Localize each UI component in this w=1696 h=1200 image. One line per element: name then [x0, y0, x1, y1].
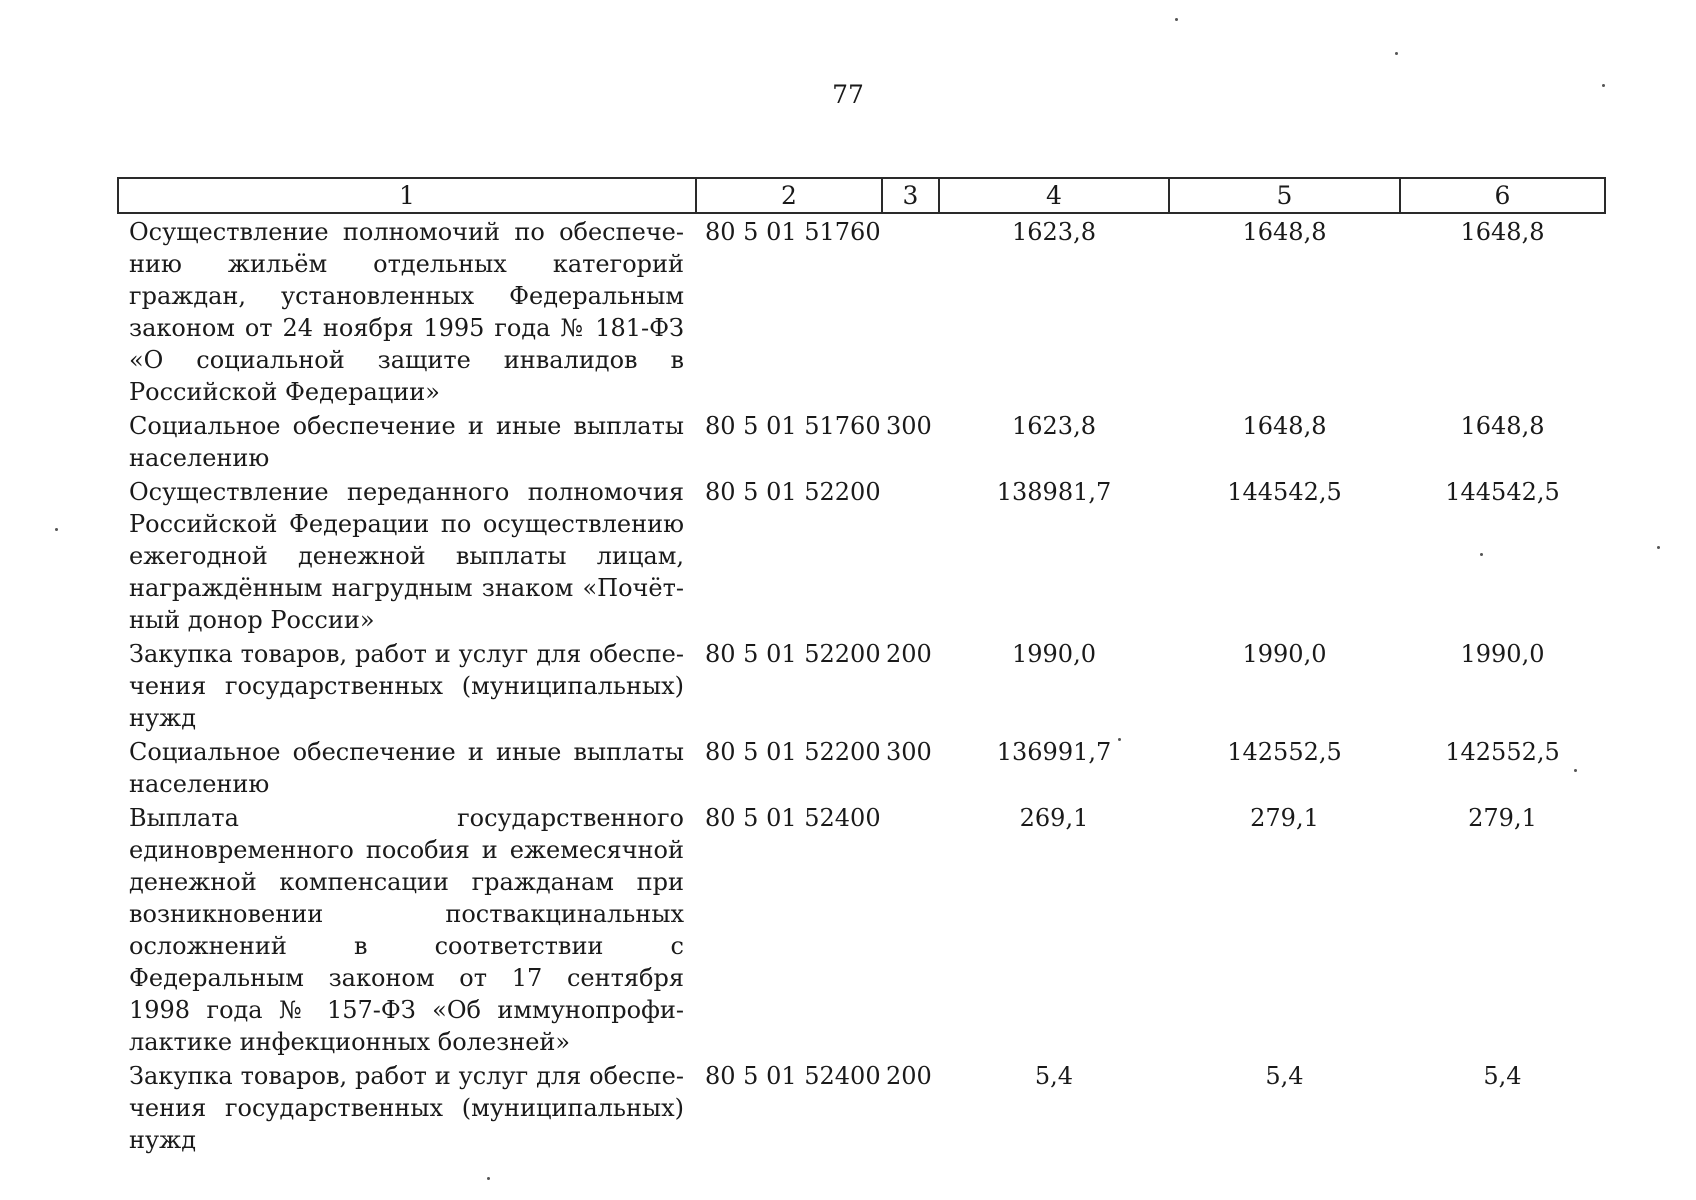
scan-speck	[1175, 18, 1178, 21]
row-value-6: 1648,8	[1460, 412, 1545, 440]
table-row	[118, 800, 1605, 1058]
row-value-4: 136991,7	[996, 738, 1112, 766]
header-col-6: 6	[1400, 178, 1605, 213]
row-value-5: 1648,8	[1242, 218, 1327, 246]
row-value-4: 1990,0	[1012, 640, 1096, 668]
table-row	[118, 1058, 1605, 1156]
row-value-5: 142552,5	[1227, 738, 1342, 766]
row-value-4: 1623,8	[1012, 218, 1096, 246]
row-name: Закупка товаров, работ и услуг для обеспечения государственных (муниципальных) нужд	[129, 640, 684, 732]
header-col-2: 2	[696, 178, 882, 213]
row-code: 80 5 01 52200	[705, 478, 881, 506]
row-name: Социальное обеспечение и иные выплаты населению	[129, 738, 684, 798]
row-value-6: 144542,5	[1445, 478, 1560, 506]
row-value-6: 142552,5	[1445, 738, 1560, 766]
table-row	[118, 213, 1605, 408]
row-type	[882, 213, 939, 408]
row-value-6: 1648,8	[1460, 218, 1545, 246]
row-value-5: 1648,8	[1242, 412, 1327, 440]
scan-speck	[1602, 84, 1605, 87]
scan-speck	[1118, 738, 1121, 741]
table-row	[118, 474, 1605, 636]
row-value-5: 144542,5	[1227, 478, 1342, 506]
row-value-6: 5,4	[1483, 1062, 1522, 1090]
header-col-4: 4	[939, 178, 1169, 213]
row-code: 80 5 01 51760	[705, 218, 881, 246]
row-type: 200	[886, 640, 932, 668]
scan-speck	[1657, 546, 1660, 549]
row-value-5: 1990,0	[1242, 640, 1327, 668]
row-name: Выплата государственного единовременного пособия и ежемесячной денежной компенсации гражданам при возникновении поствакцинальных осложнений в соответствии с Федеральным законом от 17 сентября 1998 года № 157-ФЗ «Об иммунопрофилактике инфекционных болезней»	[129, 804, 684, 1056]
header-col-5: 5	[1169, 178, 1400, 213]
row-type: 300	[886, 738, 932, 766]
header-col-3: 3	[882, 178, 939, 213]
row-type: 300	[886, 412, 932, 440]
budget-table	[117, 177, 1606, 1156]
row-code: 80 5 01 52200	[705, 738, 881, 766]
table-body	[118, 213, 1605, 1156]
table-row	[118, 636, 1605, 734]
table-row	[118, 408, 1605, 474]
table-header	[118, 178, 1605, 213]
row-value-4: 5,4	[1034, 1062, 1074, 1090]
row-type	[882, 800, 939, 1058]
scan-speck	[1395, 52, 1398, 55]
scan-speck	[1574, 769, 1577, 772]
row-value-6: 1990,0	[1460, 640, 1545, 668]
header-row	[118, 178, 1605, 213]
row-name: Осуществление полномочий по обеспечению жильём отдельных категорий граждан, установленных Федеральным законом от 24 ноября 1995 года № 181-ФЗ «О социальной защите инвалидов в Российской Федерации»	[129, 218, 684, 406]
row-type	[882, 474, 939, 636]
row-value-6: 279,1	[1468, 804, 1537, 832]
scan-speck	[487, 1177, 490, 1180]
row-name: Закупка товаров, работ и услуг для обеспечения государственных (муниципальных) нужд	[129, 1062, 684, 1154]
scan-speck	[1480, 553, 1483, 556]
row-value-5: 5,4	[1265, 1062, 1304, 1090]
page-number: 77	[832, 80, 864, 109]
row-value-4: 269,1	[1019, 804, 1089, 832]
row-type: 200	[886, 1062, 932, 1090]
row-value-4: 1623,8	[1012, 412, 1096, 440]
scan-speck	[55, 528, 58, 531]
header-col-1: 1	[118, 178, 696, 213]
row-code: 80 5 01 52200	[705, 640, 881, 668]
row-name: Социальное обеспечение и иные выплаты населению	[129, 412, 684, 472]
row-code: 80 5 01 52400	[705, 804, 881, 832]
row-value-4: 138981,7	[996, 478, 1112, 506]
row-value-5: 279,1	[1250, 804, 1319, 832]
row-code: 80 5 01 52400	[705, 1062, 881, 1090]
row-code: 80 5 01 51760	[705, 412, 881, 440]
table-row	[118, 734, 1605, 800]
row-name: Осуществление переданного полномочия Российской Федерации по осуществлению ежегодной денежной выплаты лицам, награждённым нагрудным знаком «Почётный донор России»	[129, 478, 684, 634]
